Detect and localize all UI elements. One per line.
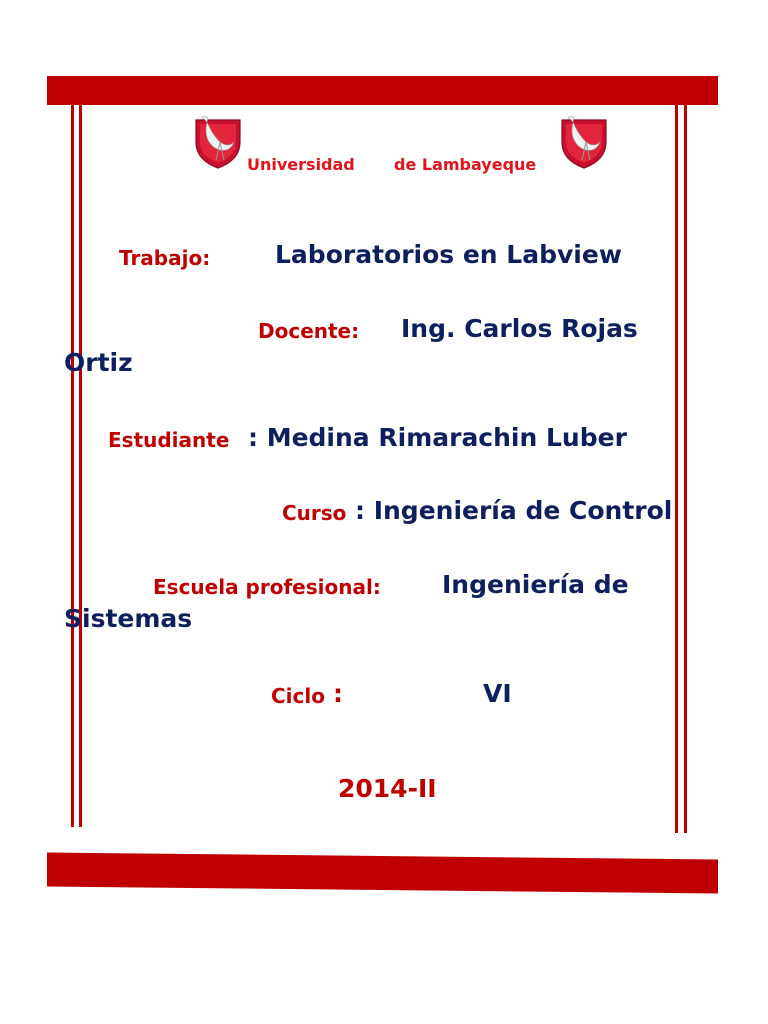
curso-value: : Ingeniería de Control — [355, 496, 673, 525]
trabajo-value: Laboratorios en Labview — [275, 240, 622, 269]
heron-shield-icon-right — [556, 112, 612, 170]
escuela-value-line2: Sistemas — [64, 604, 193, 633]
ciclo-label: Ciclo — [271, 684, 325, 708]
university-name-part2: de Lambayeque — [394, 155, 537, 174]
right-rule-inner — [675, 105, 678, 833]
estudiante-label: Estudiante — [108, 428, 230, 452]
estudiante-value: : Medina Rimarachin Luber — [248, 423, 627, 452]
bottom-band — [47, 852, 718, 893]
docente-label: Docente: — [258, 319, 360, 343]
academic-period: 2014-II — [338, 774, 437, 803]
escuela-label: Escuela profesional: — [153, 575, 381, 599]
trabajo-label: Trabajo: — [119, 246, 211, 270]
docente-value-line1: Ing. Carlos Rojas — [401, 314, 638, 343]
ciclo-value: VI — [483, 679, 512, 708]
heron-shield-icon — [190, 112, 246, 170]
right-rule-outer — [684, 105, 687, 833]
escuela-value-line1: Ingeniería de — [442, 570, 629, 599]
curso-label: Curso — [282, 501, 347, 525]
left-rule-outer — [71, 105, 74, 827]
university-name-part1: Universidad — [247, 155, 355, 174]
left-rule-inner — [79, 105, 82, 827]
ciclo-colon: : — [333, 679, 343, 708]
docente-value-line2: Ortiz — [64, 348, 133, 377]
top-band — [47, 76, 718, 105]
